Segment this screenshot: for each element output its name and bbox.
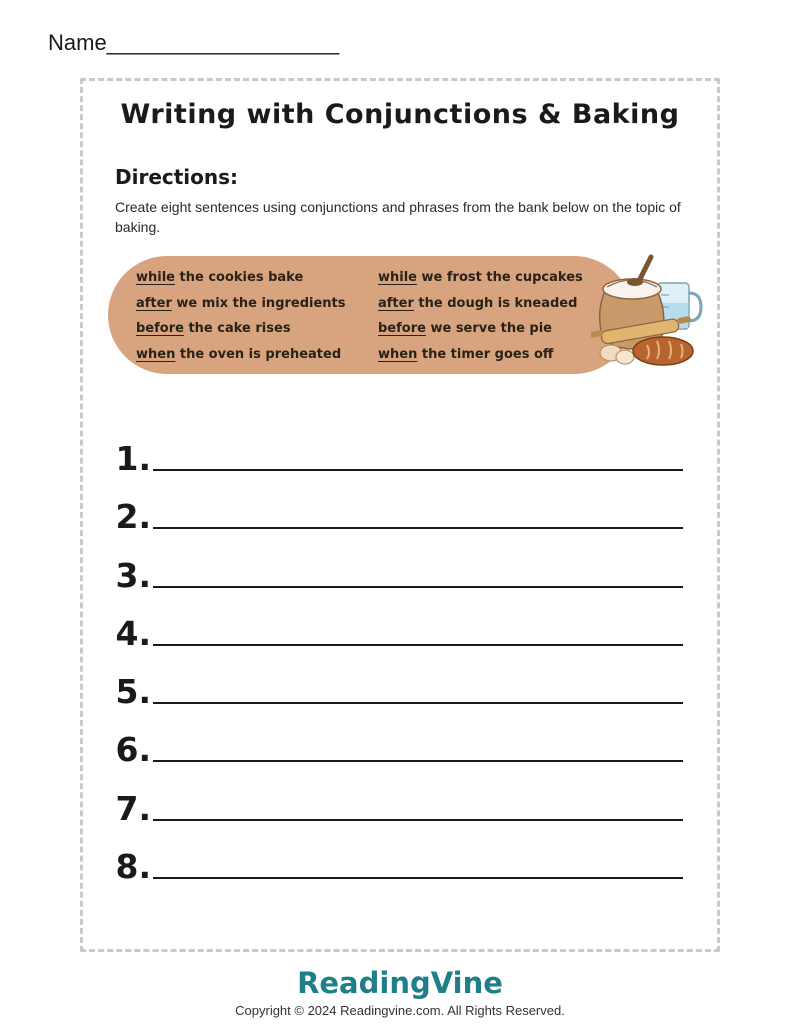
writing-line[interactable]: [153, 527, 683, 529]
phrase-item: [378, 291, 583, 317]
phrase-text: we serve the pie: [425, 321, 552, 336]
line-number: 7.: [115, 788, 151, 828]
phrase-bank-right-column: [378, 265, 583, 367]
conjunction: while: [136, 270, 175, 285]
phrase-item: [378, 342, 583, 368]
conjunction: after: [378, 295, 414, 311]
phrase-text: we mix the ingredients: [171, 295, 346, 311]
line-number: 8.: [115, 847, 151, 887]
directions-text: Create eight sentences using conjunctions and phrases from the bank below on the topic of baking.: [115, 199, 681, 235]
phrase-bank: [108, 256, 633, 374]
line-number: 4.: [115, 613, 151, 653]
worksheet-title: Writing with Conjunctions & Baking: [120, 99, 680, 130]
directions-heading: Directions:: [115, 165, 239, 189]
writing-line[interactable]: [153, 819, 683, 821]
line-number: 2.: [115, 497, 151, 537]
phrase-item: [136, 342, 346, 368]
conjunction: while: [378, 270, 417, 285]
copyright-notice: Copyright © 2024 Readingvine.com. All Rights Reserved.: [235, 1003, 565, 1018]
worksheet-frame: [80, 78, 720, 952]
line-number: 1.: [115, 439, 151, 478]
writing-line[interactable]: [153, 644, 683, 646]
writing-line[interactable]: [153, 702, 683, 704]
phrase-bank-left-column: [136, 265, 346, 367]
phrase-text: the timer goes off: [417, 346, 554, 362]
bread-loaf-icon: [633, 337, 693, 365]
phrase-item: [136, 265, 346, 291]
phrase-text: the dough is kneaded: [413, 295, 578, 311]
writing-line[interactable]: [153, 760, 683, 762]
line-number: 6.: [115, 730, 151, 770]
conjunction: when: [136, 346, 176, 362]
phrase-item: [136, 291, 346, 317]
baking-illustration: [591, 251, 709, 371]
name-field-label: Name___________________: [48, 30, 340, 55]
conjunction: before: [378, 321, 426, 336]
conjunction: after: [136, 295, 172, 311]
writing-line[interactable]: [153, 469, 683, 471]
conjunction: before: [136, 321, 184, 336]
line-number: 5.: [115, 672, 151, 712]
phrase-item: [378, 265, 583, 291]
writing-line[interactable]: [153, 877, 683, 879]
phrase-item: [136, 316, 346, 342]
phrase-text: we frost the cupcakes: [417, 270, 583, 285]
line-number: 3.: [115, 555, 151, 595]
phrase-text: the cake rises: [183, 321, 291, 336]
conjunction: when: [378, 346, 418, 362]
readingvine-logo: ReadingVine: [297, 966, 503, 1000]
phrase-text: the oven is preheated: [175, 346, 342, 362]
phrase-item: [378, 316, 583, 342]
writing-line[interactable]: [153, 586, 683, 588]
phrase-text: the cookies bake: [175, 270, 304, 285]
